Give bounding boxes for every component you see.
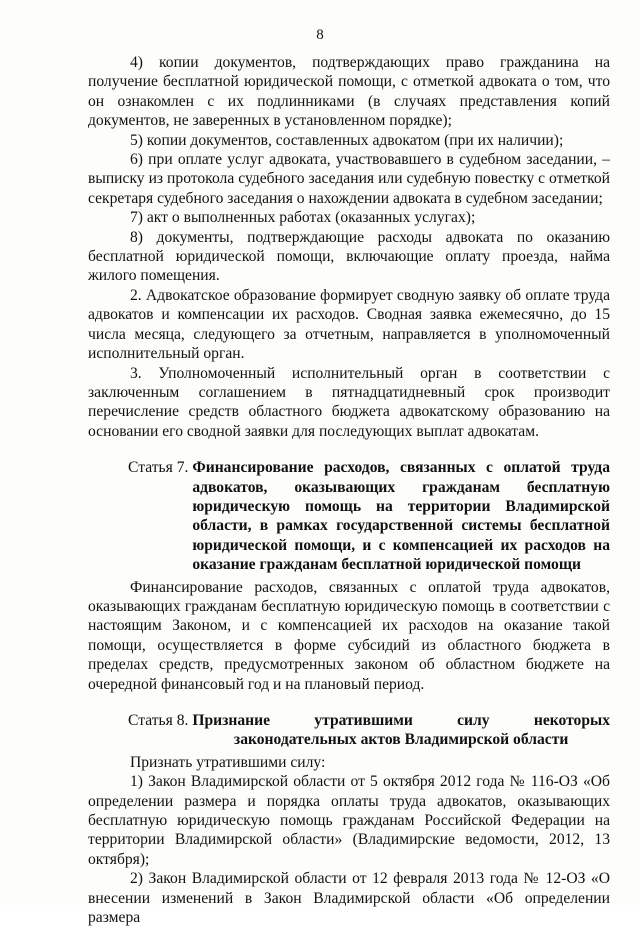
article-8-label: Статья 8. — [128, 712, 193, 729]
article-7-title: Финансирование расходов, связанных с оплатой труда адвокатов, оказывающих гражданам бесплатную юридическую помощь на территории Владимирской области, в рамках государственной системы бесплатной юридической помощи, и с компенсацией их расходов на оказание гражданам бесплатной юридической помощи — [192, 459, 610, 574]
article-8-title: Признание утратившими силу некоторых законодательных актов Владимирской области — [192, 712, 610, 749]
article-7-label: Статья 7. — [128, 459, 193, 477]
article-7-text: Финансирование расходов, связанных с оплатой труда адвокатов, оказывающих гражданам бесплатную юридическую помощь в соответствии с настоящим Законом, и с компенсацией их расходов на оказание такой помощи, осуществляется в форме субсидий из областного бюджета в пределах средств, предусмотренных законом об областном бюджете на очередной финансовый год и на плановый период. — [88, 578, 610, 693]
article-7-heading — [88, 458, 610, 574]
clause-3: 3. Уполномоченный исполнительный орган в соответствии с заключенным соглашением в пятнадцатидневный срок производит перечисление средств областного бюджета адвокатскому образованию на основании его сводной заявки для последующих выплат адвокатам. — [88, 364, 610, 440]
article-8-item-1: 1) Закон Владимирской области от 5 октября 2012 года № 116-ОЗ «Об определении размера и порядка оплаты труда адвокатов, оказывающих бесплатную юридическую помощь гражданам Российской Федерации на территории Владимирской области» (Владимирские ведомости, 2012, 13 октября); — [88, 773, 610, 868]
list-item-8: 8) документы, подтверждающие расходы адвоката по оказанию бесплатной юридической помощи, включающие оплату проезда, найма жилого помещения. — [88, 228, 610, 285]
list-item-4: 4) копии документов, подтверждающих право гражданина на получение бесплатной юридической помощи, с отметкой адвоката о том, что он ознакомлен с их подлинниками (в случаях представления копий документов, не заверенных в установленном порядке); — [88, 54, 610, 130]
article-8-item-2: 2) Закон Владимирской области от 12 февраля 2013 года № 12-ОЗ «О внесении изменений в Закон Владимирской области «Об определении размера — [88, 870, 610, 927]
clause-2: 2. Адвокатское образование формирует сводную заявку об оплате труда адвокатов и компенсации их расходов. Сводная заявка ежемесячно, до 15 числа месяца, следующего за отчетным, направляется в уполномоченный исполнительный орган. — [88, 286, 610, 363]
list-item-6: 6) при оплате услуг адвоката, участвовавшего в судебном заседании, – выписку из протокола судебного заседания или судебную повестку с отметкой секретаря судебного заседания о нахождении адвоката в судебном заседании; — [88, 151, 610, 207]
article-8-intro: Признать утратившими силу: — [130, 753, 326, 771]
article-8-heading — [88, 711, 610, 750]
list-item-5: 5) копии документов, составленных адвокатом (при их наличии); — [130, 131, 564, 149]
list-item-7: 7) акт о выполненных работах (оказанных услугах); — [130, 209, 476, 227]
document-body — [88, 53, 610, 927]
page-number: 8 — [316, 27, 324, 43]
